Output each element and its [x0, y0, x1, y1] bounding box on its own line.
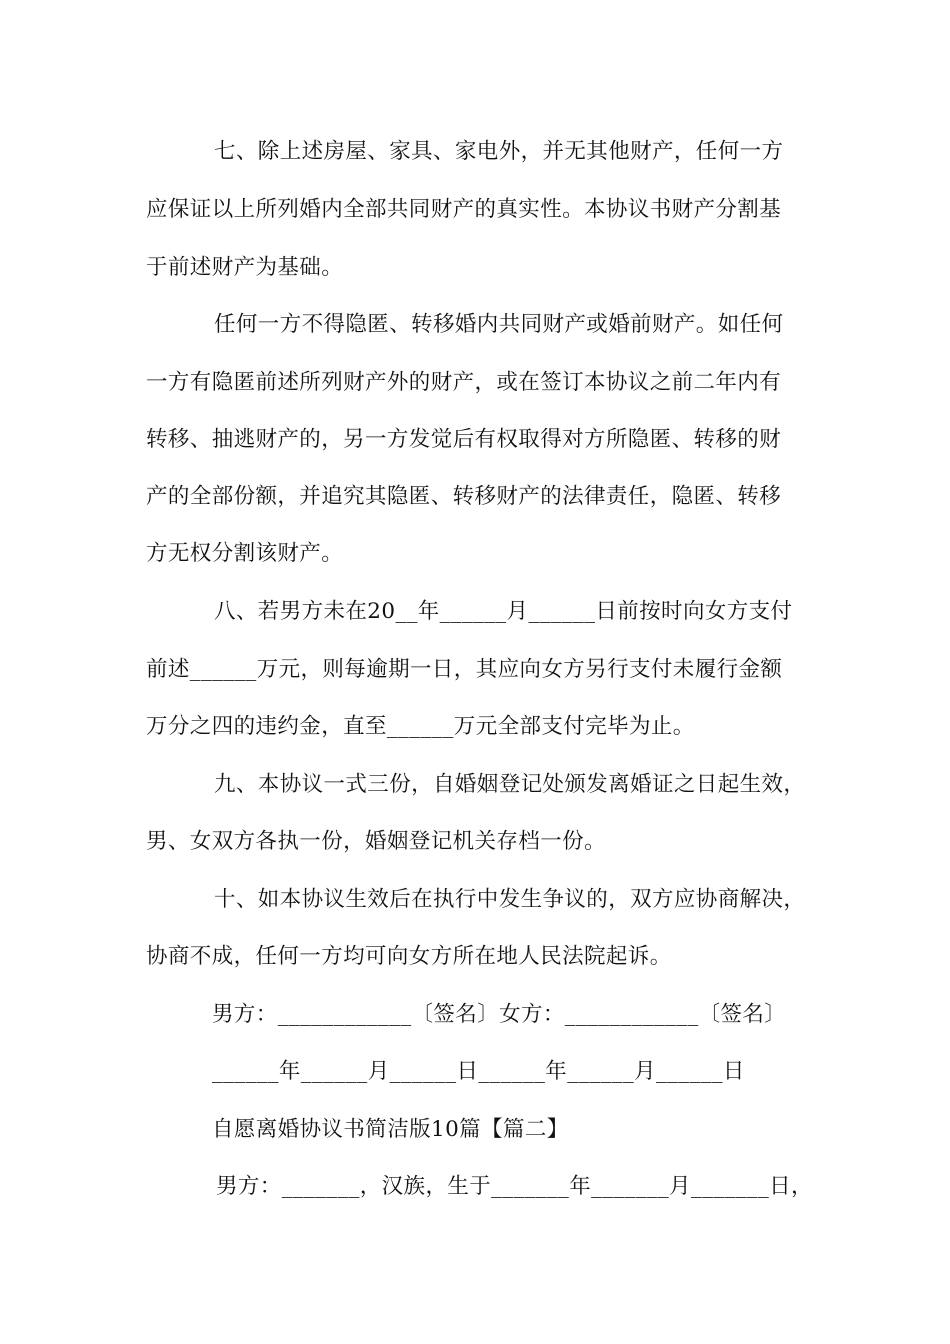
concealment-line-5: 方无权分割该财产。: [146, 541, 344, 566]
clause-8-line-2: 前述______万元，则每逾期一日，其应向女方另行支付未履行金额: [146, 657, 783, 682]
clause-10-line-1: 十、如本协议生效后在执行中发生争议的，双方应协商解决，: [214, 887, 806, 912]
date-line: ______年______月______日______年______月______日: [212, 1059, 745, 1084]
section-heading: 自愿离婚协议书简洁版10篇【篇二】: [212, 1117, 569, 1142]
concealment-line-2: 一方有隐匿前述所列财产外的财产，或在签订本协议之前二年内有: [146, 370, 782, 395]
clause-7-line-1: 七、除上述房屋、家具、家电外，并无其他财产，任何一方: [214, 139, 784, 164]
clause-9-line-1: 九、本协议一式三份，自婚姻登记处颁发离婚证之日起生效，: [214, 772, 806, 797]
concealment-line-3: 转移、抽逃财产的，另一方发觉后有权取得对方所隐匿、转移的财: [146, 427, 782, 452]
signature-line: 男方：____________〔签名〕女方：____________〔签名〕: [212, 1002, 787, 1027]
concealment-line-1: 任何一方不得隐匿、转移婚内共同财产或婚前财产。如任何: [214, 312, 784, 337]
clause-10-line-2: 协商不成，任何一方均可向女方所在地人民法院起诉。: [146, 944, 672, 969]
clause-8-line-1: 八、若男方未在20__年______月______日前按时向女方支付: [214, 599, 793, 624]
clause-8-line-3: 万分之四的违约金，直至______万元全部支付完毕为止。: [146, 714, 695, 739]
husband-info-line: 男方：_______，汉族，生于_______年_______月_______日，: [216, 1174, 813, 1199]
concealment-line-4: 产的全部份额，并追究其隐匿、转移财产的法律责任，隐匿、转移: [146, 484, 782, 509]
clause-7-line-3: 于前述财产为基础。: [146, 255, 344, 280]
clause-9-line-2: 男、女双方各执一份，婚姻登记机关存档一份。: [146, 829, 606, 854]
clause-7-line-2: 应保证以上所列婚内全部共同财产的真实性。本协议书财产分割基: [146, 197, 782, 222]
